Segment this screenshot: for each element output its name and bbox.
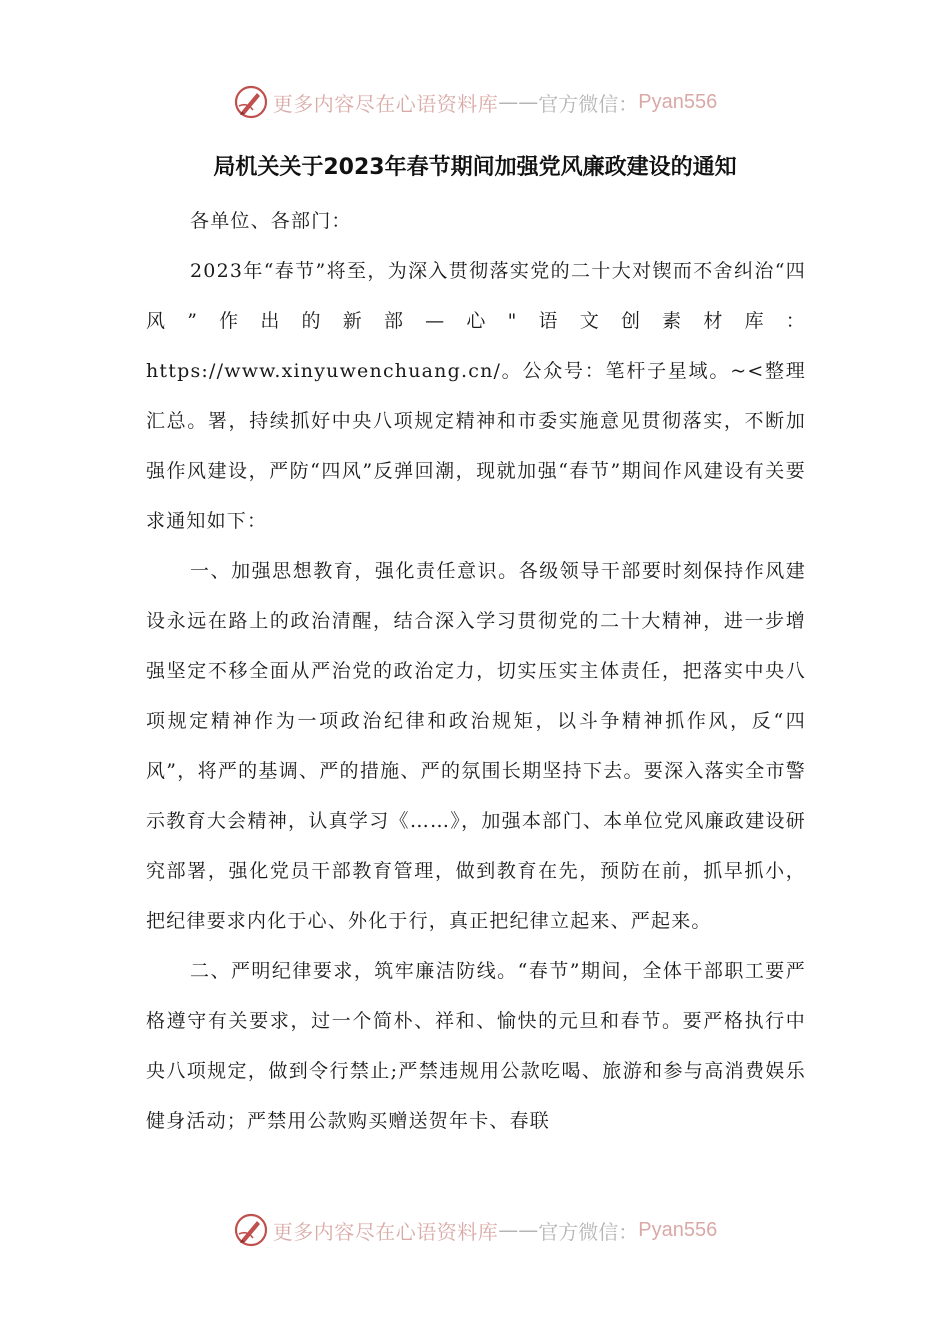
banner-wechat-label: 官方微信：: [538, 1219, 639, 1244]
paragraph-section-2: 二、严明纪律要求，筑牢廉洁防线。“春节”期间，全体干部职工要严格遵守有关要求，过一个简朴、祥和、愉快的元旦和春节。要严格执行中央八项规定，做到令行禁止;严禁违规用公款吃喝、旅游和参与高消费娱乐健身活动；严禁用公款购买赠送贺年卡、春联: [146, 960, 806, 1132]
banner-wechat-label: 官方微信：: [538, 91, 639, 116]
header-banner: [0, 80, 950, 124]
paragraph-section-1: 一、加强思想教育，强化责任意识。各级领导干部要时刻保持作风建设永远在路上的政治清醒，结合深入学习贯彻党的二十大精神，进一步增强坚定不移全面从严治党的政治定力，切实压实主体责任，把落实中央八项规定精神作为一项政治纪律和政治规矩，以斗争精神抓作风，反“四风”，将严的基调、严的措施、严的氛围长期坚持下去。要深入落实全市警示教育大会精神，认真学习《……》，加强本部门、本单位党风廉政建设研究部署，强化党员干部教育管理，做到教育在先，预防在前，抓早抓小，把纪律要求内化于心、外化于行，真正把纪律立起来、严起来。: [146, 560, 806, 932]
footer-banner: [0, 1208, 950, 1252]
paragraph-intro: 2023年“春节”将至，为深入贯彻落实党的二十大对锲而不舍纠治“四风”作出的新部—心"语文创素材库：https://www.xinyuwenchuang.cn/。公众号：笔杆子星域。~<整理汇总。署，持续抓好中央八项规定精神和市委实施意见贯彻落实，不断加强作风建设，严防“四风”反弹回潮，现就加强“春节”期间作风建设有关要求通知如下：: [146, 260, 806, 532]
salutation: 各单位、各部门：: [190, 210, 352, 232]
banner-text: 更多内容尽在心语资料库: [272, 91, 499, 116]
banner-account: Pyan556: [638, 90, 718, 113]
banner-dash: ——: [498, 90, 539, 114]
document-body: [146, 196, 806, 1146]
banner-dash: ——: [498, 1218, 539, 1242]
pen-logo-icon: [233, 1212, 269, 1248]
banner-text: 更多内容尽在心语资料库: [272, 1219, 499, 1244]
pen-logo-icon: [233, 84, 269, 120]
banner-account: Pyan556: [638, 1218, 718, 1241]
document-title: 局机关关于2023年春节期间加强党风廉政建设的通知: [213, 155, 737, 180]
